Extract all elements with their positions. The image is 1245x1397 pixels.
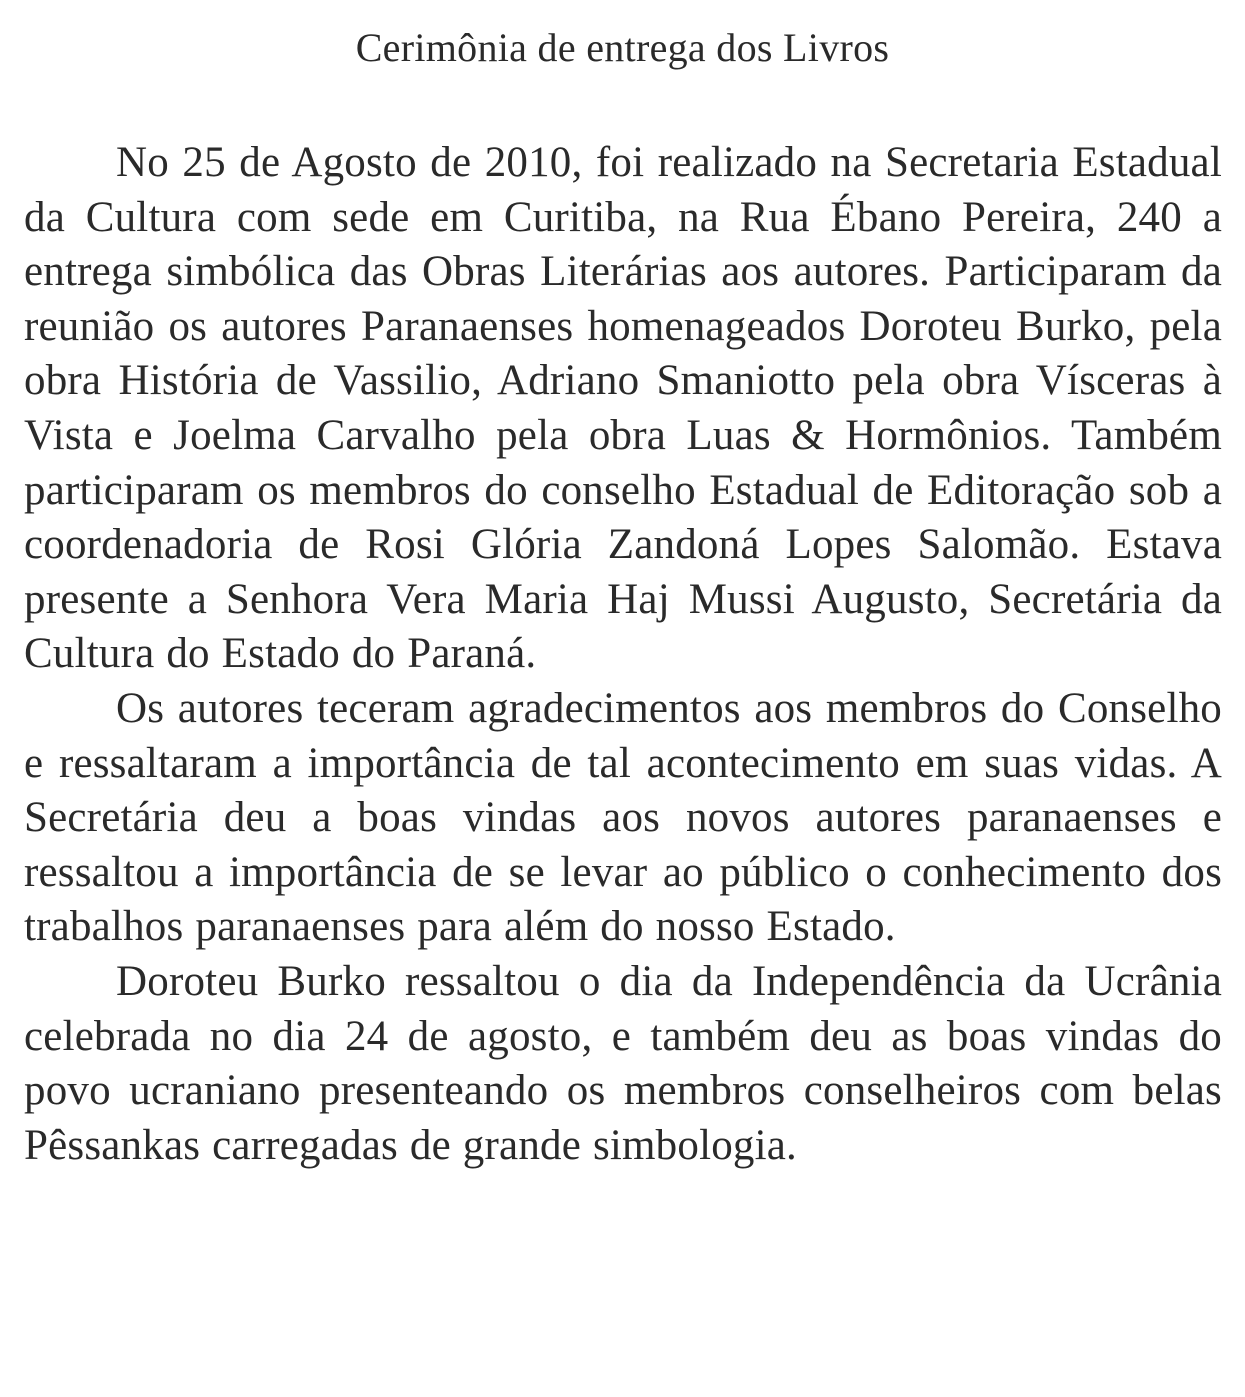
- paragraph-thanks: Os autores teceram agradecimentos aos membros do Conselho e ressaltaram a importância de tal acontecimento em suas vidas. A Secretária deu a boas vindas aos novos autores paranaenses e ressaltou a importância de se levar ao público o conhecimento dos trabalhos paranaenses para além do nosso Estado.: [24, 684, 1222, 951]
- document-title: Cerimônia de entrega dos Livros: [355, 25, 890, 70]
- paragraph-ceremony: No 25 de Agosto de 2010, foi realizado na Secretaria Estadual da Cultura com sede em Curitiba, na Rua Ébano Pereira, 240 a entrega simbólica das Obras Literárias aos autores. Participaram da reunião os autores Paranaenses homenageados Doroteu Burko, pela obra História de Vassilio, Adriano Smaniotto pela obra Vísceras à Vista e Joelma Carvalho pela obra Luas & Hormônios. Também participaram os membros do conselho Estadual de Editoração sob a coordenadoria de Rosi Glória Zandoná Lopes Salomão. Estava presente a Senhora Vera Maria Haj Mussi Augusto, Secretária da Cultura do Estado do Paraná.: [24, 139, 1222, 678]
- paragraph-independence: Doroteu Burko ressaltou o dia da Independência da Ucrânia celebrada no dia 24 de agosto, e também deu as boas vindas do povo ucraniano presenteando os membros conselheiros com belas Pêssankas carregadas de grande simbologia.: [24, 957, 1222, 1169]
- document-body: [24, 136, 1222, 1173]
